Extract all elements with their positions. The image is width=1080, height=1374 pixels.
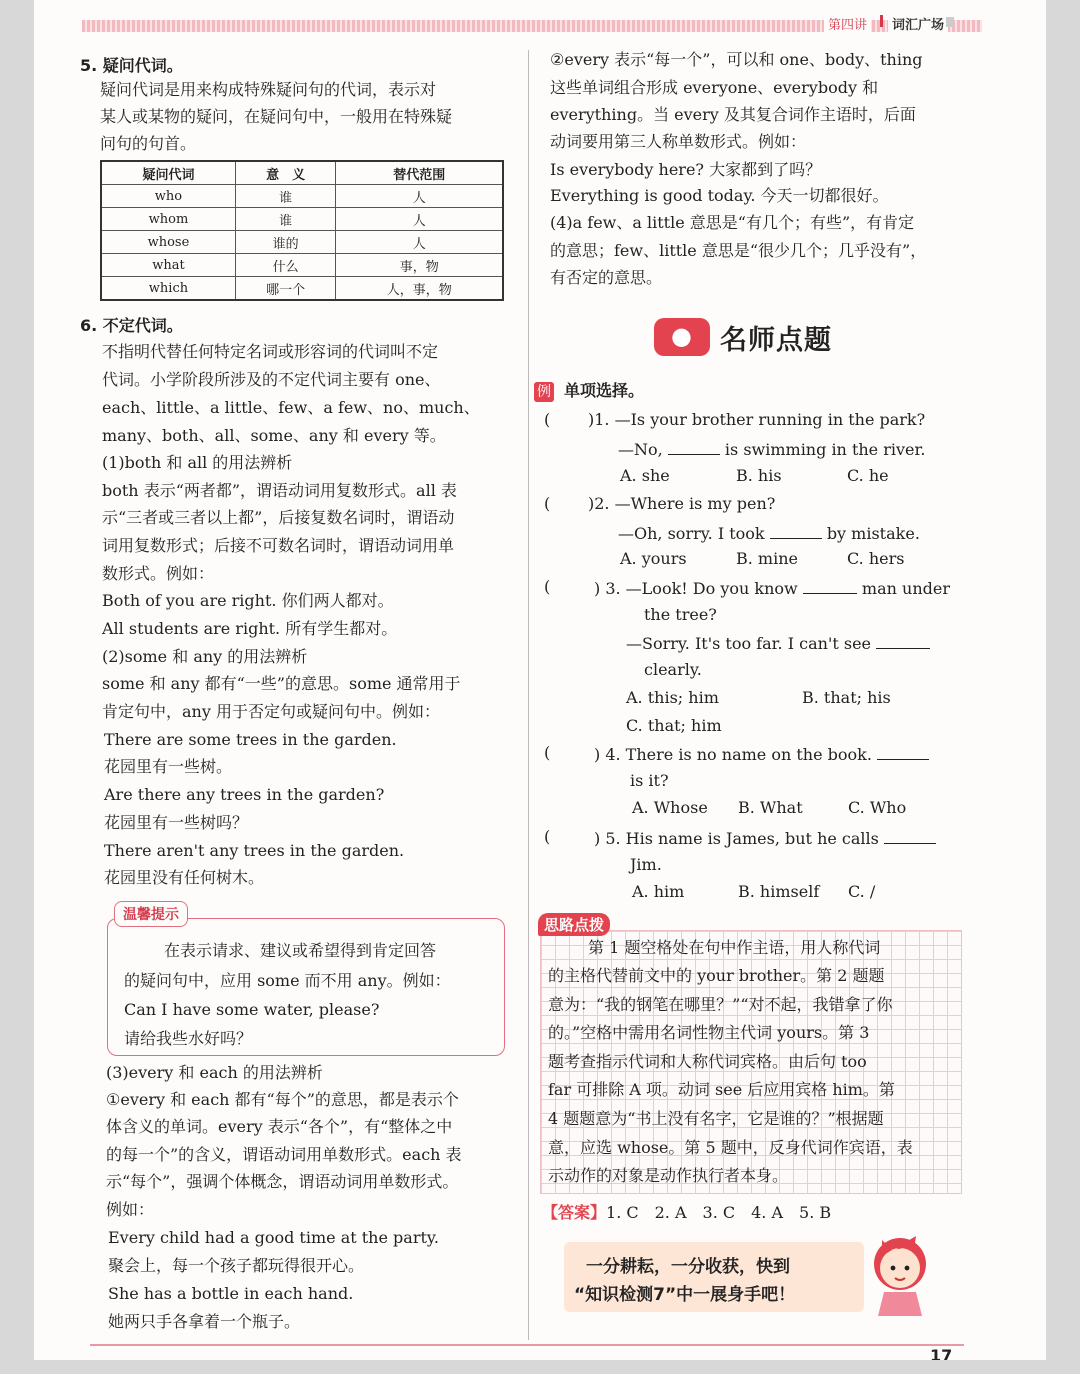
answer-paren: ( xyxy=(544,410,551,429)
sec6-line: 花园里有一些树吗？ xyxy=(104,813,249,832)
tip-label: 温馨提示 xyxy=(114,901,188,927)
answer-paren: ( xyxy=(544,577,551,596)
thinking-line: 示动作的对象是动作执行者本身。 xyxy=(548,1166,789,1185)
table-cell: 人 xyxy=(336,185,503,208)
q4-stem xyxy=(594,743,929,765)
sec6-line: (1)both 和 all 的用法辨析 xyxy=(102,453,293,472)
answer-text: 1. C 2. A 3. C 4. A 5. B xyxy=(606,1203,832,1222)
pronoun-table xyxy=(100,160,504,301)
right-line: ②every 表示“每一个”，可以和 one、body、thing xyxy=(550,50,923,69)
sec6-line: 不指明代替任何特定名词或形容词的代词叫不定 xyxy=(102,342,439,361)
table-cell: which xyxy=(101,277,235,301)
sec6-line: many、both、all、some、any 和 every 等。 xyxy=(102,426,446,445)
table-cell: 谁的 xyxy=(235,231,336,254)
right-line: 动词要用第三人称单数形式。例如： xyxy=(550,132,807,151)
thinking-line: 的。”空格中需用名词性物主代词 yours。第 3 xyxy=(548,1023,870,1042)
table-cell: what xyxy=(101,254,235,277)
header-lecture: 第四讲 xyxy=(824,14,871,33)
table-row xyxy=(101,277,503,301)
table-cell: who xyxy=(101,185,235,208)
q3-line4: clearly. xyxy=(644,660,702,679)
right-line: everything。当 every 及其复合词作主语时，后面 xyxy=(550,105,916,124)
right-line: (4)a few、a little 意思是“有几个；有些”，有肯定 xyxy=(550,213,915,232)
table-header: 替代范围 xyxy=(336,161,503,185)
sec6-line: (2)some 和 any 的用法辨析 xyxy=(102,647,308,666)
answer-blank[interactable] xyxy=(770,522,822,539)
answer-blank[interactable] xyxy=(668,438,720,455)
table-cell: 什么 xyxy=(235,254,336,277)
column-divider xyxy=(528,50,529,1340)
option: C. hers xyxy=(847,549,905,568)
thinking-label: 思路点拨 xyxy=(538,913,610,936)
table-cell: 哪一个 xyxy=(235,277,336,301)
sec6-line: All students are right. 所有学生都对。 xyxy=(102,619,398,638)
right-line: Everything is good today. 今天一切都很好。 xyxy=(550,186,889,205)
tip-line: 请给我些水好吗？ xyxy=(124,1029,253,1048)
cartoon-girl-illustration xyxy=(860,1222,940,1318)
option: A. this; him xyxy=(626,688,719,707)
option: A. Whose xyxy=(632,798,708,817)
answer-key xyxy=(542,1200,831,1223)
thinking-line: 的主格代替前文中的 your brother。第 2 题题 xyxy=(548,966,885,985)
answer-blank[interactable] xyxy=(884,827,936,844)
answer-paren: ( xyxy=(544,827,551,846)
right-line: Is everybody here? 大家都到了吗？ xyxy=(550,160,822,179)
table-cell: 事，物 xyxy=(336,254,503,277)
q4-line2: is it? xyxy=(630,771,669,790)
sec6b-line: 她两只手各拿着一个瓶子。 xyxy=(108,1312,301,1331)
table-cell: 人 xyxy=(336,208,503,231)
sec6b-line: 的每一个”的含义，谓语动词用单数形式。each 表 xyxy=(106,1145,462,1164)
header-marker xyxy=(946,17,954,27)
option: C. he xyxy=(847,466,889,485)
answer-label: 【答案】 xyxy=(542,1203,607,1222)
q1-line2a: —No, xyxy=(618,440,663,459)
q3-stem-b: man under xyxy=(861,579,950,598)
option: C. / xyxy=(848,882,876,901)
page xyxy=(34,0,1046,1360)
thinking-line: 第 1 题空格处在句中作主语，用人称代词 xyxy=(588,938,881,957)
table-cell: 谁 xyxy=(235,208,336,231)
sec6b-line: 体含义的单词。every 表示“各个”，有“整体之中 xyxy=(106,1117,453,1136)
sec5-line: 某人或某物的疑问，在疑问句中，一般用在特殊疑 xyxy=(100,107,453,126)
table-cell: 人 xyxy=(336,231,503,254)
answer-blank[interactable] xyxy=(876,632,930,649)
right-line: 这些单词组合形成 everyone、everybody 和 xyxy=(550,78,879,97)
q1-stem: )1. —Is your brother running in the park? xyxy=(588,410,926,429)
q3-line2: the tree? xyxy=(644,605,717,624)
banner-line: 一分耕耘，一分收获，快到 xyxy=(586,1257,790,1277)
option: C. Who xyxy=(848,798,907,817)
option: A. yours xyxy=(620,549,687,568)
sec5-line: 疑问代词是用来构成特殊疑问句的代词，表示对 xyxy=(100,80,437,99)
option: A. him xyxy=(632,882,685,901)
sec6b-line: 示“每个”，强调个体概念，谓语动词用单数形式。 xyxy=(106,1172,459,1191)
sec6-line: Are there any trees in the garden? xyxy=(104,785,385,804)
sec6-line: 数形式。例如： xyxy=(102,564,215,583)
option: B. that; his xyxy=(802,688,891,707)
table-row xyxy=(101,254,503,277)
sec6-heading: 6. 不定代词。 xyxy=(80,316,183,335)
thinking-line: far 可排除 A 项。动词 see 后应用宾格 him。第 xyxy=(548,1080,895,1099)
table-header: 意 义 xyxy=(235,161,336,185)
sec6-line: 代词。小学阶段所涉及的不定代词主要有 one、 xyxy=(102,370,441,389)
sec6b-line: (3)every 和 each 的用法辨析 xyxy=(106,1063,323,1082)
right-line: 的意思；few、little 意思是“很少几个；几乎没有”， xyxy=(550,241,927,260)
teacher-icon: ● xyxy=(671,322,692,350)
sec6-line: both 表示“两者都”，谓语动词用复数形式。all 表 xyxy=(102,481,457,500)
table-row xyxy=(101,231,503,254)
sec6-line: There are some trees in the garden. xyxy=(104,730,397,749)
table-header-row xyxy=(101,161,503,185)
sec6b-line: She has a bottle in each hand. xyxy=(108,1284,354,1303)
option: B. his xyxy=(736,466,782,485)
option: C. that; him xyxy=(626,716,722,735)
sec5-line: 问句的句首。 xyxy=(100,134,197,153)
answer-blank[interactable] xyxy=(803,577,857,594)
sec6-line: some 和 any 都有“一些”的意思。some 通常用于 xyxy=(102,674,461,693)
tip-line: Can I have some water, please? xyxy=(124,1000,380,1019)
answer-paren: ( xyxy=(544,494,551,513)
thinking-line: 题考查指示代词和人称代词宾格。由后句 too xyxy=(548,1052,867,1071)
sec6-line: There aren't any trees in the garden. xyxy=(104,841,405,860)
table-cell: whom xyxy=(101,208,235,231)
answer-blank[interactable] xyxy=(877,743,929,760)
table-cell: 谁 xyxy=(235,185,336,208)
answer-paren: ( xyxy=(544,743,551,762)
option: B. himself xyxy=(738,882,820,901)
sec6-line: 示“三者或三者以上都”，后接复数名词时，谓语动 xyxy=(102,508,455,527)
q3-stem-a: ) 3. —Look! Do you know xyxy=(594,579,798,598)
q3-line3 xyxy=(626,632,930,654)
table-cell: 人，事，物 xyxy=(336,277,503,301)
sec6-line: 词用复数形式；后接不可数名词时，谓语动词用单 xyxy=(102,536,455,555)
teacher-title: 名师点题 xyxy=(720,325,832,356)
q4-stem-text: ) 4. There is no name on the book. xyxy=(594,745,872,764)
banner-line: “知识检测7”中一展身手吧！ xyxy=(574,1285,796,1305)
option: B. What xyxy=(738,798,803,817)
sec6-line: each、little、a little、few、a few、no、much、 xyxy=(102,398,480,417)
sec5-heading: 5. 疑问代词。 xyxy=(80,56,183,75)
tip-line: 的疑问句中，应用 some 而不用 any。例如： xyxy=(124,971,451,990)
q1-line2b: is swimming in the river. xyxy=(724,440,926,459)
table-row xyxy=(101,185,503,208)
table-header: 疑问代词 xyxy=(101,161,235,185)
option: A. she xyxy=(620,466,670,485)
sec6-line: 肯定句中，any 用于否定句或疑问句中。例如： xyxy=(102,702,440,721)
sec6b-line: 例如： xyxy=(106,1200,155,1219)
q3-line3a: —Sorry. It's too far. I can't see xyxy=(626,634,871,653)
sec6b-line: 聚会上，每一个孩子都玩得很开心。 xyxy=(108,1256,365,1275)
q5-stem xyxy=(594,827,936,849)
q2-stem: )2. —Where is my pen? xyxy=(588,494,776,513)
thinking-line: 意为：“我的钢笔在哪里？”“对不起，我错拿了你 xyxy=(548,995,893,1014)
option: B. mine xyxy=(736,549,798,568)
page-number: 17 xyxy=(930,1346,953,1360)
q2-line2b: by mistake. xyxy=(826,524,920,543)
sec6-line: 花园里有一些树。 xyxy=(104,757,233,776)
example-tag: 例 xyxy=(534,382,554,402)
right-line: 有否定的意思。 xyxy=(550,268,663,287)
thinking-line: 4 题题意为“书上没有名字，它是谁的？”根据题 xyxy=(548,1109,884,1128)
q5-stem-text: ) 5. His name is James, but he calls xyxy=(594,829,879,848)
q5-line2: Jim. xyxy=(630,855,662,874)
instruction: 单项选择。 xyxy=(564,381,645,400)
header-separator xyxy=(880,15,883,27)
table-row xyxy=(101,208,503,231)
q1-line2 xyxy=(618,438,925,460)
sec6b-line: Every child had a good time at the party. xyxy=(108,1228,439,1247)
q2-line2 xyxy=(618,522,920,544)
bottom-rule xyxy=(90,1344,964,1346)
header-title: 词汇广场 xyxy=(888,14,948,33)
q3-stem xyxy=(594,577,950,599)
sec6-line: Both of you are right. 你们两人都对。 xyxy=(102,591,394,610)
q2-line2a: —Oh, sorry. I took xyxy=(618,524,765,543)
sec6-line: 花园里没有任何树木。 xyxy=(104,868,265,887)
table-cell: whose xyxy=(101,231,235,254)
thinking-line: 意，应选 whose。第 5 题中，反身代词作宾语，表 xyxy=(548,1138,913,1157)
tip-line: 在表示请求、建议或希望得到肯定回答 xyxy=(164,941,437,960)
sec6b-line: ①every 和 each 都有“每个”的意思，都是表示个 xyxy=(106,1090,459,1109)
